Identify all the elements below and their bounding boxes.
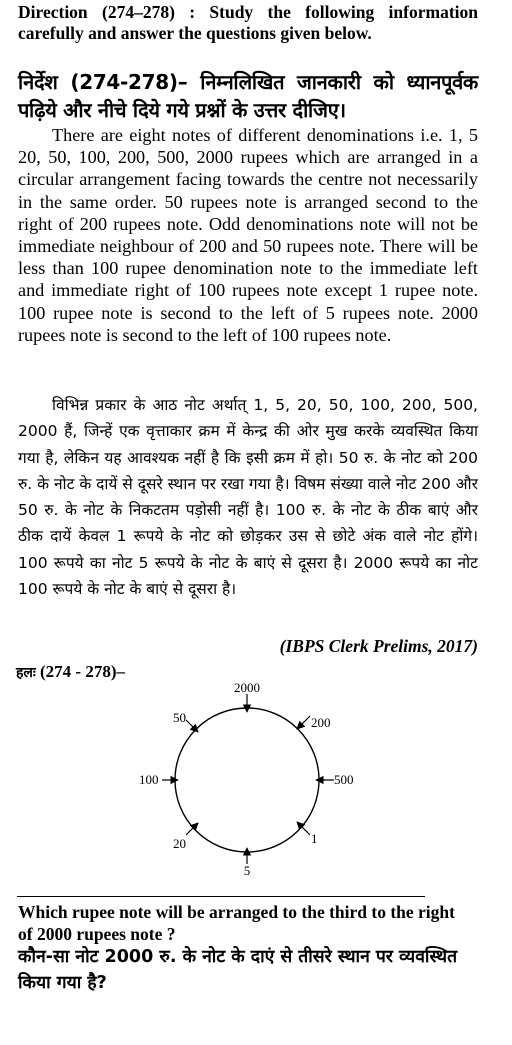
arrow-bottom-left	[186, 823, 198, 835]
label-2000: 2000	[234, 680, 260, 695]
divider-line	[17, 896, 425, 897]
solution-label-range: (274 - 278)–	[40, 662, 125, 681]
label-100: 100	[139, 772, 159, 787]
arrangement-circle	[175, 708, 319, 852]
label-500: 500	[334, 772, 354, 787]
direction-english: Direction (274–278) : Study the following information carefully and answer the questions given below.	[18, 2, 478, 43]
solution-label	[16, 662, 125, 682]
question-english: Which rupee note will be arranged to the third to the right of 2000 rupees note ?	[18, 902, 455, 944]
label-20: 20	[173, 836, 186, 851]
arrow-top-left	[186, 720, 198, 732]
label-50: 50	[173, 710, 186, 725]
passage-hindi: विभिन्न प्रकार के आठ नोट अर्थात् 1, 5, 20, 50, 100, 200, 500, 2000 हैं, जिन्हें एक वृत्ताकार क्रम में केन्द्र की ओर मुख करके व्यवस्थित किया गया है, लेकिन यह आवश्यक नहीं है कि इसी क्रम में हो। 50 रु. के नोट को 200 रु. के नोट के दायें से दूसरे स्थान पर रखा गया है। विषम संख्या वाले नोट 200 और 50 रु. के नोट के निकटतम पड़ोसी नहीं है। 100 रु. के नोट के ठीक बाएं और ठीक दायें केवल 1 रूपये के नोट को छोड़कर उस से छोटे अंक वाले नोट होंगे। 100 रूपये का नोट 5 रूपये के नोट के बाएं से दूसरा है। 2000 रूपये का नोट 100 रूपये के नोट के बाएं से दूसरा है।	[18, 396, 478, 599]
passage-english: There are eight notes of different denominations i.e. 1, 5 20, 50, 100, 200, 500, 2000 rupees which are arranged in a circular arrangement facing towards the centre not necessarily in the same order. 50 rupees note is arranged second to the right of 200 rupees note. Odd denominations note will not be immediate neighbour of 200 and 50 rupees note. There will be less than 100 rupee denomination note to the immediate left and immediate right of 100 rupees note except 1 rupee note. 100 rupee note is second to the left of 5 rupees note. 2000 rupees note is second to the left of 100 rupees note.	[18, 125, 478, 345]
label-1: 1	[311, 831, 318, 846]
solution-label-hindi: हलः	[16, 665, 36, 681]
source-citation: (IBPS Clerk Prelims, 2017)	[279, 636, 478, 656]
label-5: 5	[243, 863, 251, 878]
arrow-top-right	[297, 716, 310, 729]
question-hindi: कौन-सा नोट 2000 रु. के नोट के दाएं से तीसरे स्थान पर व्यवस्थित किया गया है?	[18, 947, 458, 993]
label-200: 200	[311, 715, 331, 730]
direction-hindi: निर्देश (274-278)– निम्नलिखित जानकारी को ध्यानपूर्वक पढ़िये और नीचे दिये गये प्रश्नों के उत्तर दीजिए।	[18, 70, 478, 122]
seating-circle-diagram	[130, 680, 370, 880]
